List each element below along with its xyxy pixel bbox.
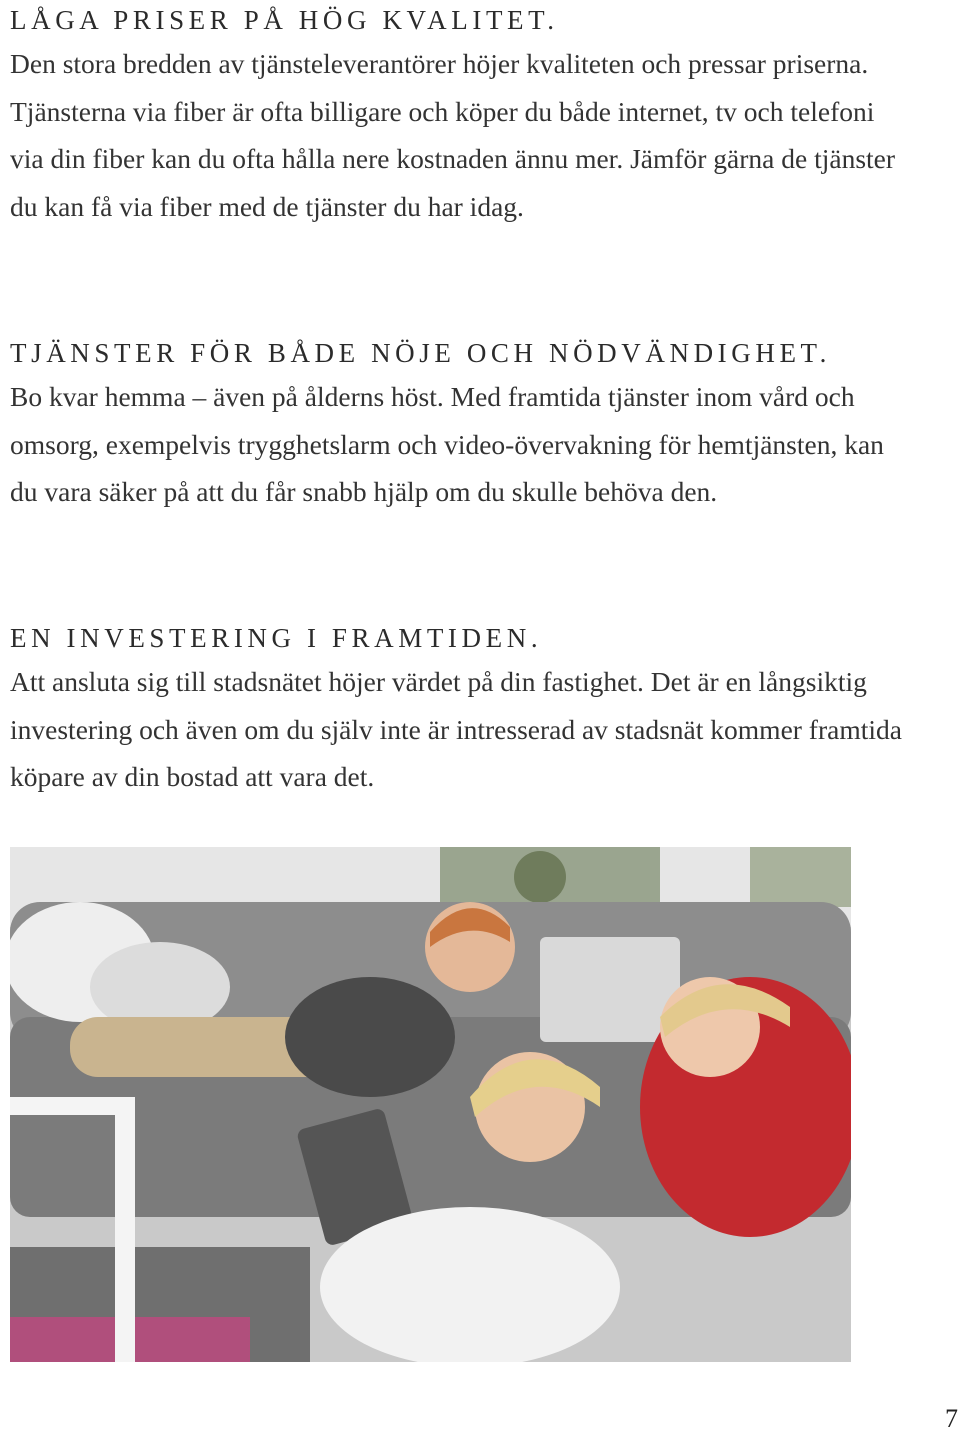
section-body: Bo kvar hemma – även på ålderns höst. Med framtida tjänster inom vård och omsorg, exempelvis trygghetslarm och video-övervakning för hemtjänsten, kan du vara säker på att du får snabb hjälp om du skulle behöva den. [10,381,884,508]
section-investment [10,618,910,801]
section-services [10,333,910,516]
family-living-room-photo [10,847,851,1362]
section-heading: TJÄNSTER FÖR BÅDE NÖJE OCH NÖDVÄNDIGHET. [10,338,831,368]
section-heading: EN INVESTERING I FRAMTIDEN. [10,623,543,653]
page-number: 7 [945,1404,958,1433]
photo-illustration [10,847,851,1362]
section-body: Den stora bredden av tjänsteleverantörer höjer kvaliteten och pressar priserna. Tjänsterna via fiber är ofta billigare och köper du både internet, tv och telefoni via din fiber kan du ofta hålla nere kostnaden ännu mer. Jämför gärna de tjänster du kan få via fiber med de tjänster du har idag. [10,48,896,223]
section-low-prices [10,0,910,231]
section-heading: LÅGA PRISER PÅ HÖG KVALITET. [10,5,559,35]
section-body: Att ansluta sig till stadsnätet höjer värdet på din fastighet. Det är en långsiktig investering och även om du själv inte är intresserad av stadsnät kommer framtida köpare av din bostad att vara det. [10,666,902,793]
